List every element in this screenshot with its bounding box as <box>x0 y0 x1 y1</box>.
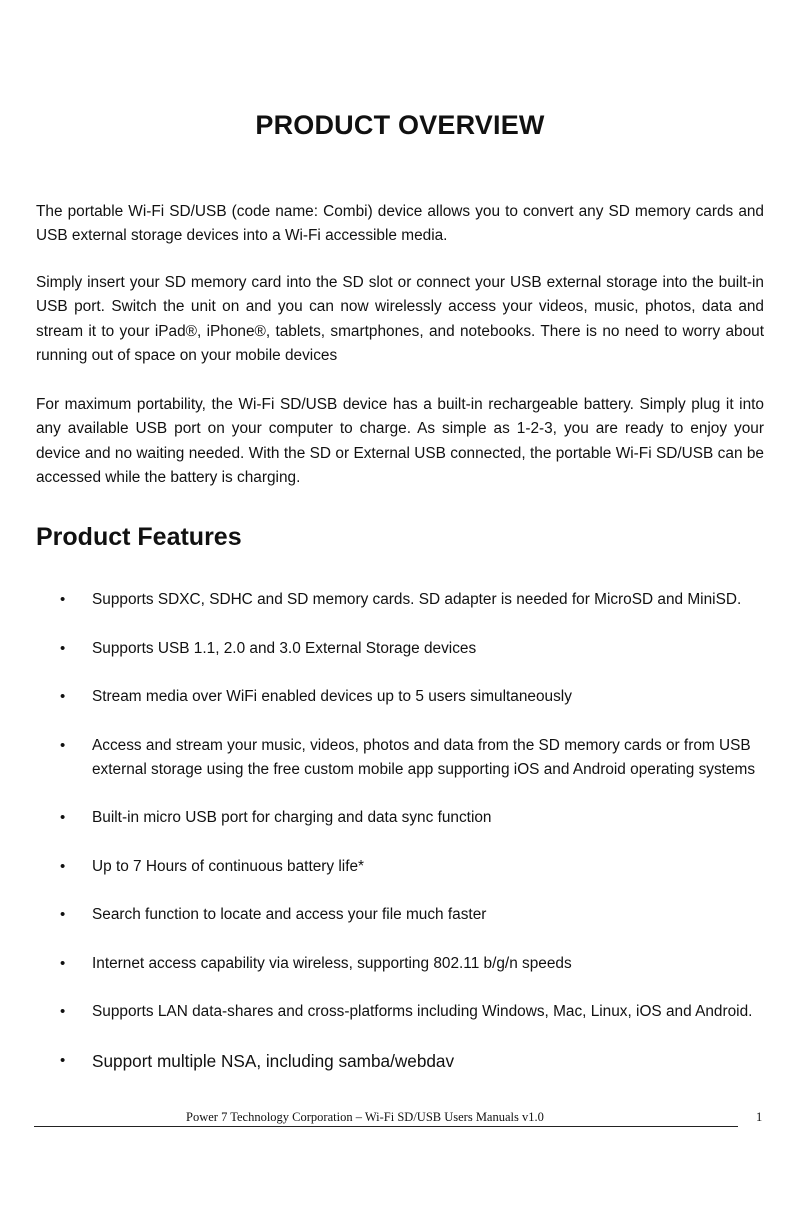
features-heading: Product Features <box>36 523 242 551</box>
bullet-icon: • <box>60 688 66 705</box>
feature-item <box>0 855 808 879</box>
bullet-icon: • <box>60 639 66 657</box>
feature-item <box>0 1000 808 1024</box>
feature-text: Support multiple NSA, including samba/webdav <box>92 1050 455 1071</box>
page-title: PRODUCT OVERVIEW <box>255 110 545 140</box>
feature-text: Stream media over WiFi enabled devices up to 5 users simultaneously <box>92 688 572 705</box>
feature-item <box>0 734 808 782</box>
bullet-icon: • <box>60 1051 66 1069</box>
feature-text: Built-in micro USB port for charging and data sync function <box>92 809 492 826</box>
feature-item <box>0 903 808 927</box>
bullet-icon: • <box>60 906 66 923</box>
feature-item <box>0 685 808 709</box>
overview-paragraph-3: For maximum portability, the Wi-Fi SD/USB device has a built-in rechargeable battery. Simply plug it into any available USB port on your computer to charge. As simple as 1-2-3, you are ready to enjoy your device and no waiting needed. With the SD or External USB connected, the portable Wi-Fi SD/USB can be accessed while the battery is charging. <box>36 396 764 486</box>
feature-text: Supports USB 1.1, 2.0 and 3.0 External Storage devices <box>92 639 477 657</box>
footer-divider <box>34 1126 738 1127</box>
feature-text: Supports SDXC, SDHC and SD memory cards. SD adapter is needed for MicroSD and MiniSD. <box>92 591 742 608</box>
feature-text: Access and stream your music, videos, photos and data from the SD memory cards or from USB external storage using the free custom mobile app supporting iOS and Android operating systems <box>92 736 756 778</box>
feature-item <box>0 1049 808 1073</box>
feature-text: Internet access capability via wireless, supporting 802.11 b/g/n speeds <box>92 954 572 972</box>
bullet-icon: • <box>60 809 66 826</box>
page-number: 1 <box>756 1110 763 1124</box>
bullet-icon: • <box>60 736 66 754</box>
feature-item <box>0 806 808 830</box>
bullet-icon: • <box>60 591 66 608</box>
feature-item <box>0 637 808 661</box>
feature-text: Supports LAN data-shares and cross-platforms including Windows, Mac, Linux, iOS and Android. <box>92 1003 753 1020</box>
feature-item <box>0 952 808 976</box>
bullet-icon: • <box>60 857 66 875</box>
overview-paragraph-1: The portable Wi-Fi SD/USB (code name: Combi) device allows you to convert any SD memory cards and USB external storage devices into a Wi-Fi accessible media. <box>36 203 764 245</box>
bullet-icon: • <box>60 954 66 972</box>
feature-text: Search function to locate and access your file much faster <box>92 906 487 923</box>
feature-text: Up to 7 Hours of continuous battery life* <box>92 857 365 875</box>
bullet-icon: • <box>60 1003 66 1020</box>
overview-paragraph-2: Simply insert your SD memory card into the SD slot or connect your USB external storage into the built-in USB port. Switch the unit on and you can now wirelessly access your videos, music, photos, data and stream it to your iPad®, iPhone®, tablets, smartphones, and notebooks. There is no need to worry about running out of space on your mobile devices <box>36 274 764 364</box>
feature-item <box>0 588 808 612</box>
features-list <box>0 588 808 1097</box>
footer-text: Power 7 Technology Corporation – Wi-Fi SD/USB Users Manuals v1.0 <box>186 1110 544 1124</box>
